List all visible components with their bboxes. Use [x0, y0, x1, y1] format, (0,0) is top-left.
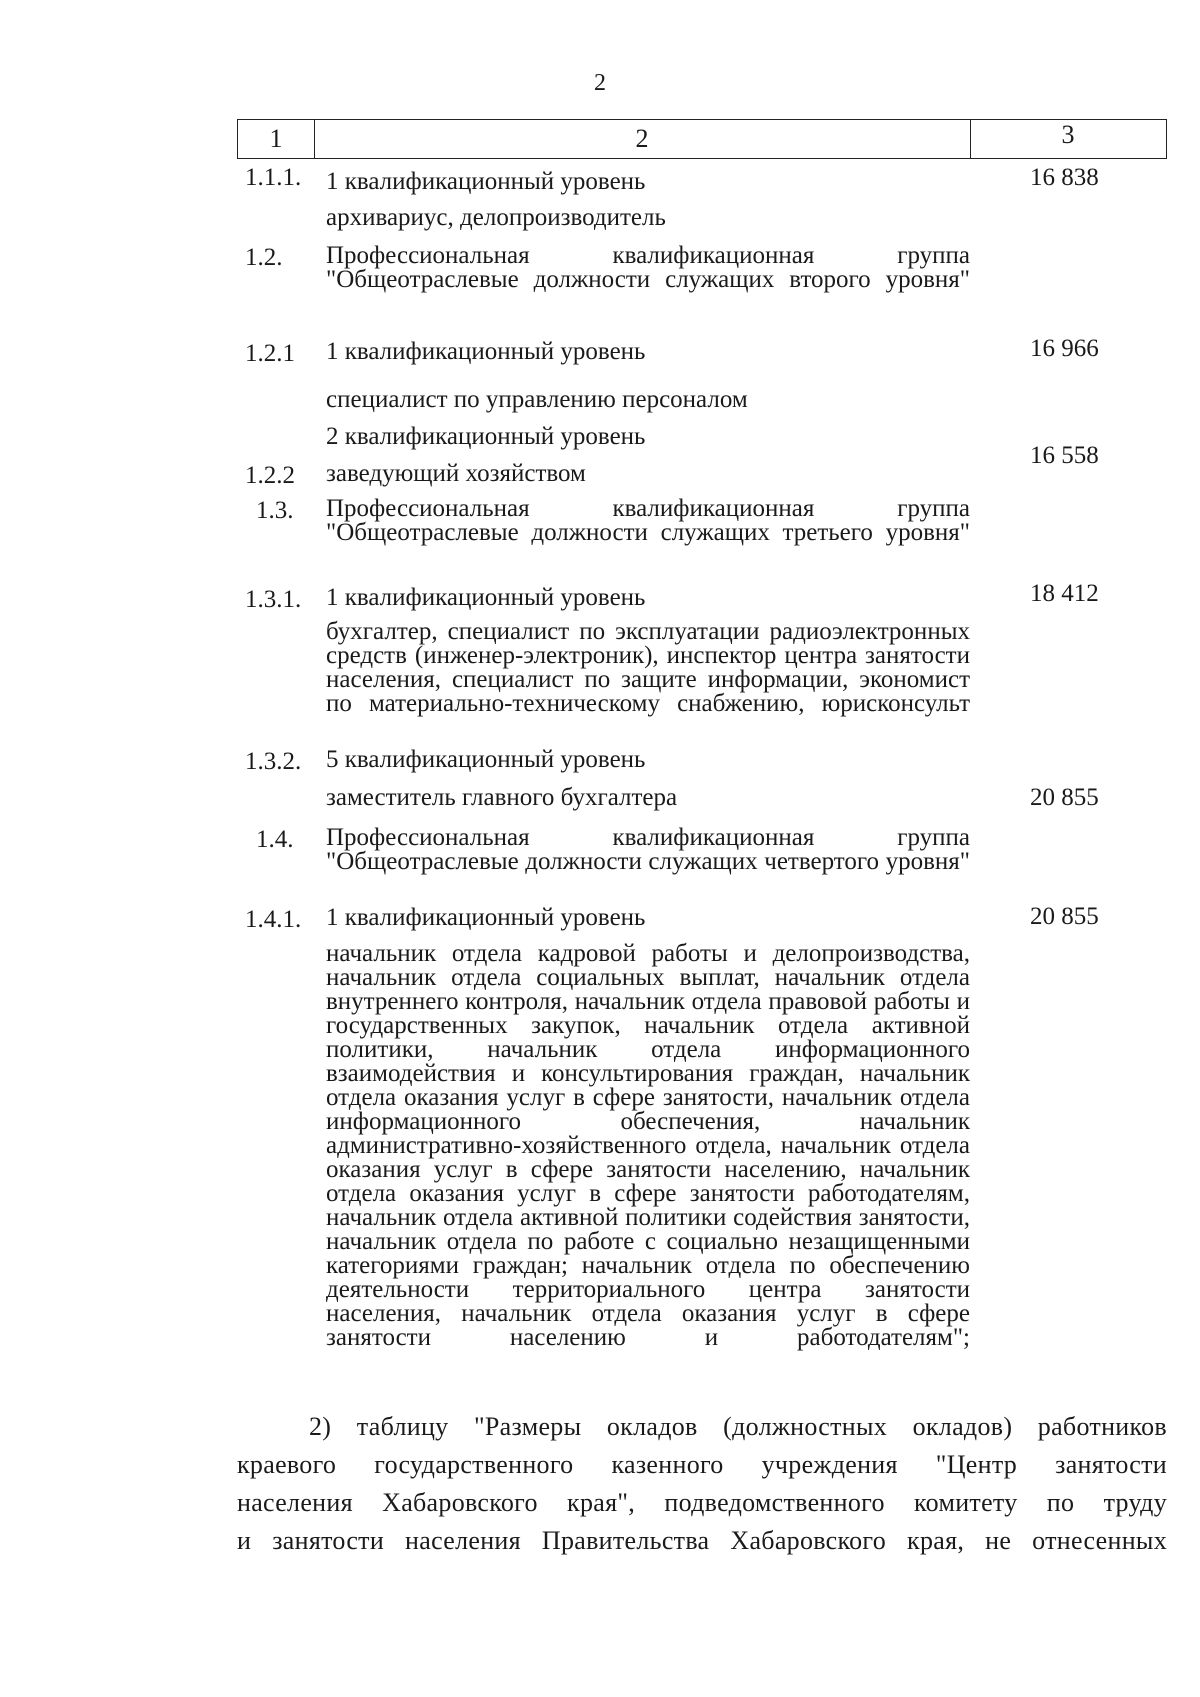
row-title: 1 квалификационный уровень: [326, 168, 646, 195]
page-number: 2: [594, 70, 606, 96]
row-salary: 16 966: [1030, 335, 1099, 362]
header-col-3: 3: [1061, 120, 1075, 149]
row-positions: бухгалтер, специалист по эксплуатации радиоэлектронных средств (инженер-электроник), инспектор центра занятости населения, специалист по защите информации, экономист по материально-техническому снабжению, юрисконсульт: [326, 618, 970, 717]
row-title: 1 квалификационный уровень: [326, 584, 646, 611]
header-col-1: 1: [238, 120, 315, 158]
paragraph-line: населения Хабаровского края", подведомственного комитету по труду: [237, 1488, 1167, 1517]
row-number: 1.3.1.: [245, 586, 302, 613]
row-salary: 18 412: [1030, 580, 1099, 607]
table-header: [237, 119, 1167, 159]
row-positions: архивариус, делопроизводитель: [326, 204, 666, 231]
row-number: 1.3.: [256, 497, 294, 524]
row-number: 1.4.1.: [245, 906, 302, 933]
row-title: 1 квалификационный уровень: [326, 904, 646, 931]
row-number: 1.3.2.: [245, 748, 302, 775]
row-number: 1.1.1.: [245, 164, 302, 191]
row-number: 1.2.: [245, 244, 283, 271]
row-number: 1.4.: [256, 826, 294, 853]
row-salary: 20 855: [1030, 784, 1099, 811]
paragraph-line: краевого государственного казенного учреждения "Центр занятости: [237, 1450, 1167, 1479]
row-number: 1.2.1: [245, 340, 295, 367]
row-positions: заведующий хозяйством: [326, 460, 586, 487]
row-salary: 16 558: [1030, 442, 1099, 469]
row-positions: начальник отдела кадровой работы и делопроизводства, начальник отдела социальных выплат, начальник отдела внутреннего контроля, начальник отдела правовой работы и государственных закупок, начальник отдела активной политики, начальник отдела информационного взаимодействия и консультирования граждан, начальник отдела оказания услуг в сфере занятости, начальник отдела информационного обеспечения, начальник административно-хозяйственного отдела, начальник отдела оказания услуг в сфере занятости населению, начальник отдела оказания услуг в сфере занятости работодателям, начальник отдела активной политики содействия занятости, начальник отдела по работе с социально незащищенными категориями граждан; начальник отдела по обеспечению деятельности территориального центра занятости населения, начальник отдела оказания услуг в сфере занятости населению и работодателям";: [326, 940, 970, 1351]
paragraph-line: и занятости населения Правительства Хабаровского края, не отнесенных: [237, 1526, 1167, 1555]
row-positions: специалист по управлению персоналом: [326, 386, 748, 413]
row-positions: заместитель главного бухгалтера: [326, 784, 678, 811]
row-title: 5 квалификационный уровень: [326, 746, 646, 773]
paragraph-line: 2) таблицу "Размеры окладов (должностных окладов) работников: [309, 1412, 1167, 1441]
row-salary: 16 838: [1030, 164, 1099, 191]
row-title: 1 квалификационный уровень: [326, 338, 646, 365]
row-title: 2 квалификационный уровень: [326, 423, 646, 450]
row-group: Профессиональная квалификационная группа "Общеотраслевые должности служащих четвертого уровня": [326, 824, 970, 875]
row-salary: 20 855: [1030, 903, 1099, 930]
row-group: Профессиональная квалификационная группа "Общеотраслевые должности служащих третьего уровня": [326, 495, 970, 546]
row-group: Профессиональная квалификационная группа "Общеотраслевые должности служащих второго уровня": [326, 242, 970, 293]
row-number: 1.2.2: [245, 462, 295, 489]
header-col-2: 2: [314, 120, 971, 158]
